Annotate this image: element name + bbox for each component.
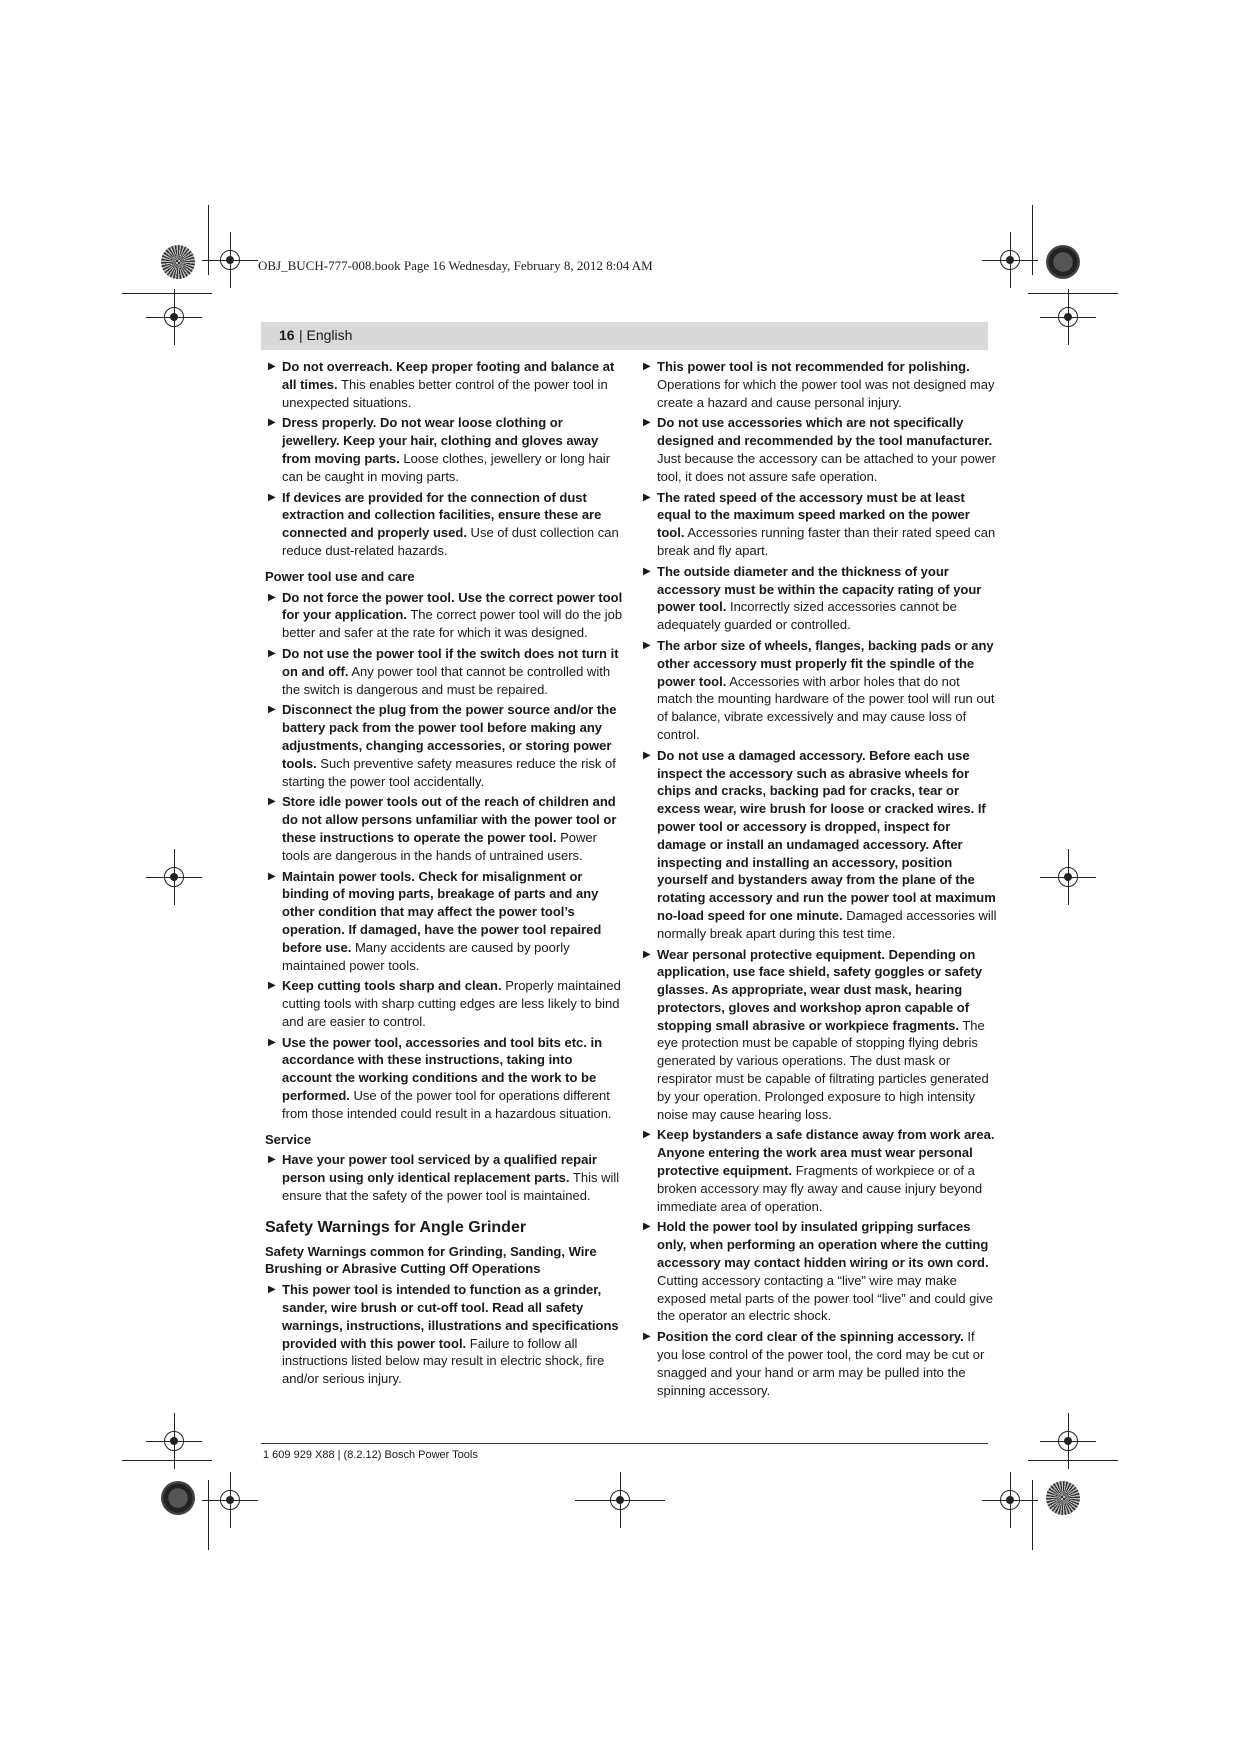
list-item [265,489,623,560]
warning-body-text: Many accidents are caused by poorly maintained power tools. [282,939,570,973]
crop-mark [1028,1460,1118,1461]
warning-bold-text: Keep cutting tools sharp and clean. [282,978,502,994]
list-item [640,1126,998,1215]
warning-body-text: Fragments of workpiece or of a broken accessory may fly away and cause injury beyond immediate area of operation. [657,1163,983,1214]
list-item [265,1034,623,1123]
triangle-bullet-icon: ▶ [643,749,651,761]
list-item [640,747,998,943]
warning-body-text: The eye protection must be capable of stopping flying debris generated by various operations. The dust mask or respirator must be capable of filtrating particles generated by your operation. Prolonged exposure to high intensity noise may cause hearing loss. [657,1017,989,1122]
triangle-bullet-icon: ▶ [268,361,276,372]
warning-bold-text: Store idle power tools out of the reach of children and do not allow persons unfamiliar with the power tool or these instructions to operate the power tool. [282,794,617,845]
warning-bold-text: Wear personal protective equipment. Depending on application, use face shield, safety goggles or safety glasses. As appropriate, wear dust mask, hearing protectors, gloves and workshop apron capable of stopping small abrasive or workpiece fragments. [657,946,983,1033]
warning-body-text: This enables better control of the power tool in unexpected situations. [282,376,608,410]
list-item [640,489,998,560]
warning-body-text: Cutting accessory contacting a “live” wire may make exposed metal parts of the power tool “live” and could give the operator an electric shock. [657,1272,994,1324]
triangle-bullet-icon: ▶ [268,491,276,503]
language-label: | English [299,327,353,343]
warning-bold-text: If devices are provided for the connection of dust extraction and collection facilities, ensure these are connected and properly used. [282,489,602,541]
triangle-bullet-icon: ▶ [643,1129,651,1141]
list-item [640,563,998,634]
triangle-bullet-icon: ▶ [643,948,651,960]
page-number: 16 [279,327,295,343]
triangle-bullet-icon: ▶ [268,980,276,992]
warning-bold-text: Use the power tool, accessories and tool bits etc. in accordance with these instructions, taking into account the working conditions and the work to be performed. [282,1034,603,1104]
triangle-bullet-icon: ▶ [268,1154,276,1166]
section-title: Safety Warnings for Angle Grinder [265,1218,527,1236]
list-item [640,1218,998,1325]
warning-bold-text: Keep bystanders a safe distance away from work area. Anyone entering the work area must wear personal protective equipment. [657,1127,995,1179]
color-wheel-icon [161,245,195,279]
section-subtitle: Safety Warnings common for Grinding, Sanding, Wire Brushing or Abrasive Cutting Off Operations [265,1243,597,1277]
warning-bold-text: This power tool is not recommended for polishing. [657,359,970,374]
triangle-bullet-icon: ▶ [268,591,276,603]
page-header [261,322,988,350]
warning-body-text: Just because the accessory can be attached to your power tool, it does not assure safe operation. [657,450,996,484]
warning-body-text: Incorrectly sized accessories cannot be adequately guarded or controlled. [657,599,957,633]
triangle-bullet-icon: ▶ [268,870,276,882]
triangle-bullet-icon: ▶ [643,1331,651,1343]
warning-body-text: If you lose control of the power tool, the cord may be cut or snagged and your hand or arm may be pulled into the spinning accessory. [657,1329,985,1398]
color-wheel-icon [161,1481,195,1515]
triangle-bullet-icon: ▶ [643,639,651,651]
crop-mark [1032,1480,1033,1550]
warning-body-text: Accessories with arbor holes that do not match the mounting hardware of the power tool will run out of balance, vibrate excessively and may cause loss of control. [657,673,995,742]
warning-bold-text: The rated speed of the accessory must be at least equal to the maximum speed marked on the power tool. [657,489,970,541]
list-item [265,701,623,790]
triangle-bullet-icon: ▶ [268,1284,276,1296]
list-item [265,1151,623,1204]
warning-bold-text: Position the cord clear of the spinning accessory. [657,1329,964,1345]
warning-bold-text: Do not use the power tool if the switch does not turn it on and off. [282,645,619,679]
list-item [265,868,623,975]
triangle-bullet-icon: ▶ [643,1221,651,1233]
warning-bold-text: Disconnect the plug from the power source and/or the battery pack from the power tool before making any adjustments, changing accessories, or storing power tools. [282,702,617,771]
crop-mark [1032,205,1033,275]
warning-bold-text: Maintain power tools. Check for misalignment or binding of moving parts, breakage of parts and any other condition that may affect the power tool’s operation. If damaged, have the power tool repaired before use. [282,868,602,955]
list-item [640,946,998,1124]
warning-body-text: Damaged accessories will normally break apart during this test time. [657,907,997,941]
triangle-bullet-icon: ▶ [643,565,651,577]
warning-bold-text: Hold the power tool by insulated gripping surfaces only, when performing an operation where the cutting accessory may contact hidden wiring or its own cord. [657,1219,989,1271]
list-item [265,414,623,485]
list-item [640,1328,998,1399]
color-wheel-icon [1046,1481,1080,1515]
crop-mark [1028,293,1118,294]
list-item [265,645,623,698]
warning-bold-text: Do not force the power tool. Use the correct power tool for your application. [282,589,623,623]
warning-bold-text: The arbor size of wheels, flanges, backing pads or any other accessory must properly fit the spindle of the power tool. [657,637,994,689]
right-column [640,358,998,1402]
triangle-bullet-icon: ▶ [268,796,276,808]
warning-bold-text: The outside diameter and the thickness of your accessory must be within the capacity rating of your power tool. [657,563,982,615]
list-item [640,414,998,485]
list-item [640,637,998,744]
color-wheel-icon [1046,245,1080,279]
triangle-bullet-icon: ▶ [643,361,651,372]
left-column [265,358,623,1391]
warning-body-text: This will ensure that the safety of the power tool is maintained. [282,1170,620,1204]
footer-text: 1 609 929 X88 | (8.2.12) Bosch Power Tools [263,1449,478,1461]
warning-bold-text: Dress properly. Do not wear loose clothing or jewellery. Keep your hair, clothing and gloves away from moving parts. [282,415,599,466]
subheading-service: Service [265,1131,312,1147]
warning-body-text: Loose clothes, jewellery or long hair can be caught in moving parts. [282,450,611,484]
crop-mark [122,293,212,294]
crop-mark [208,1480,209,1550]
triangle-bullet-icon: ▶ [643,417,651,429]
list-item [640,358,998,411]
list-item [265,589,623,642]
warning-body-text: Use of the power tool for operations different from those intended could result in a hazardous situation. [282,1088,612,1121]
list-item [265,977,623,1030]
crop-mark [122,1460,212,1461]
warning-bold-text: This power tool is intended to function as a grinder, sander, wire brush or cut-off tool. Read all safety warnings, instructions, illustrations and specifications provided with this power tool. [282,1282,619,1351]
triangle-bullet-icon: ▶ [643,491,651,503]
warning-body-text: Any power tool that cannot be controlled with the switch is dangerous and must be repaired. [282,663,611,697]
warning-body-text: Power tools are dangerous in the hands of untrained users. [282,829,597,863]
warning-body-text: Operations for which the power tool was not designed may create a hazard and cause personal injury. [657,376,995,410]
triangle-bullet-icon: ▶ [268,704,276,716]
print-slug: OBJ_BUCH-777-008.book Page 16 Wednesday, February 8, 2012 8:04 AM [258,258,653,273]
warning-bold-text: Have your power tool serviced by a qualified repair person using only identical replacement parts. [282,1152,597,1186]
warning-body-text: Such preventive safety measures reduce the risk of starting the power tool accidentally. [282,755,616,789]
list-item [265,358,623,411]
crop-mark [208,205,209,275]
warning-body-text: The correct power tool will do the job better and safer at the rate for which it was designed. [282,607,623,641]
triangle-bullet-icon: ▶ [268,1036,276,1048]
warning-body-text: Accessories running faster than their rated speed can break and fly apart. [657,525,996,558]
warning-body-text: Failure to follow all instructions listed below may result in electric shock, fire and/or serious injury. [282,1335,605,1387]
warning-bold-text: Do not overreach. Keep proper footing and balance at all times. [282,359,615,392]
subheading-power-tool-use: Power tool use and care [265,568,415,584]
triangle-bullet-icon: ▶ [268,647,276,659]
warning-body-text: Properly maintained cutting tools with sharp cutting edges are less likely to bind and are easier to control. [282,978,621,1029]
list-item [265,1281,623,1388]
footer-rule [261,1443,988,1444]
triangle-bullet-icon: ▶ [268,417,276,429]
warning-bold-text: Do not use a damaged accessory. Before each use inspect the accessory such as abrasive wheels for chips and cracks, backing pad for cracks, tear or excess wear, wire brush for loose or cracked wires. If power tool or accessory is dropped, inspect for damage or install an undamaged accessory. After inspecting and installing an accessory, position yourself and bystanders away from the plane of the rotating accessory and run the power tool at maximum no-load speed for one minute. [657,747,996,923]
list-item [265,793,623,864]
warning-body-text: Use of dust collection can reduce dust-related hazards. [282,525,619,558]
warning-bold-text: Do not use accessories which are not specifically designed and recommended by the tool manufacturer. [657,415,993,449]
